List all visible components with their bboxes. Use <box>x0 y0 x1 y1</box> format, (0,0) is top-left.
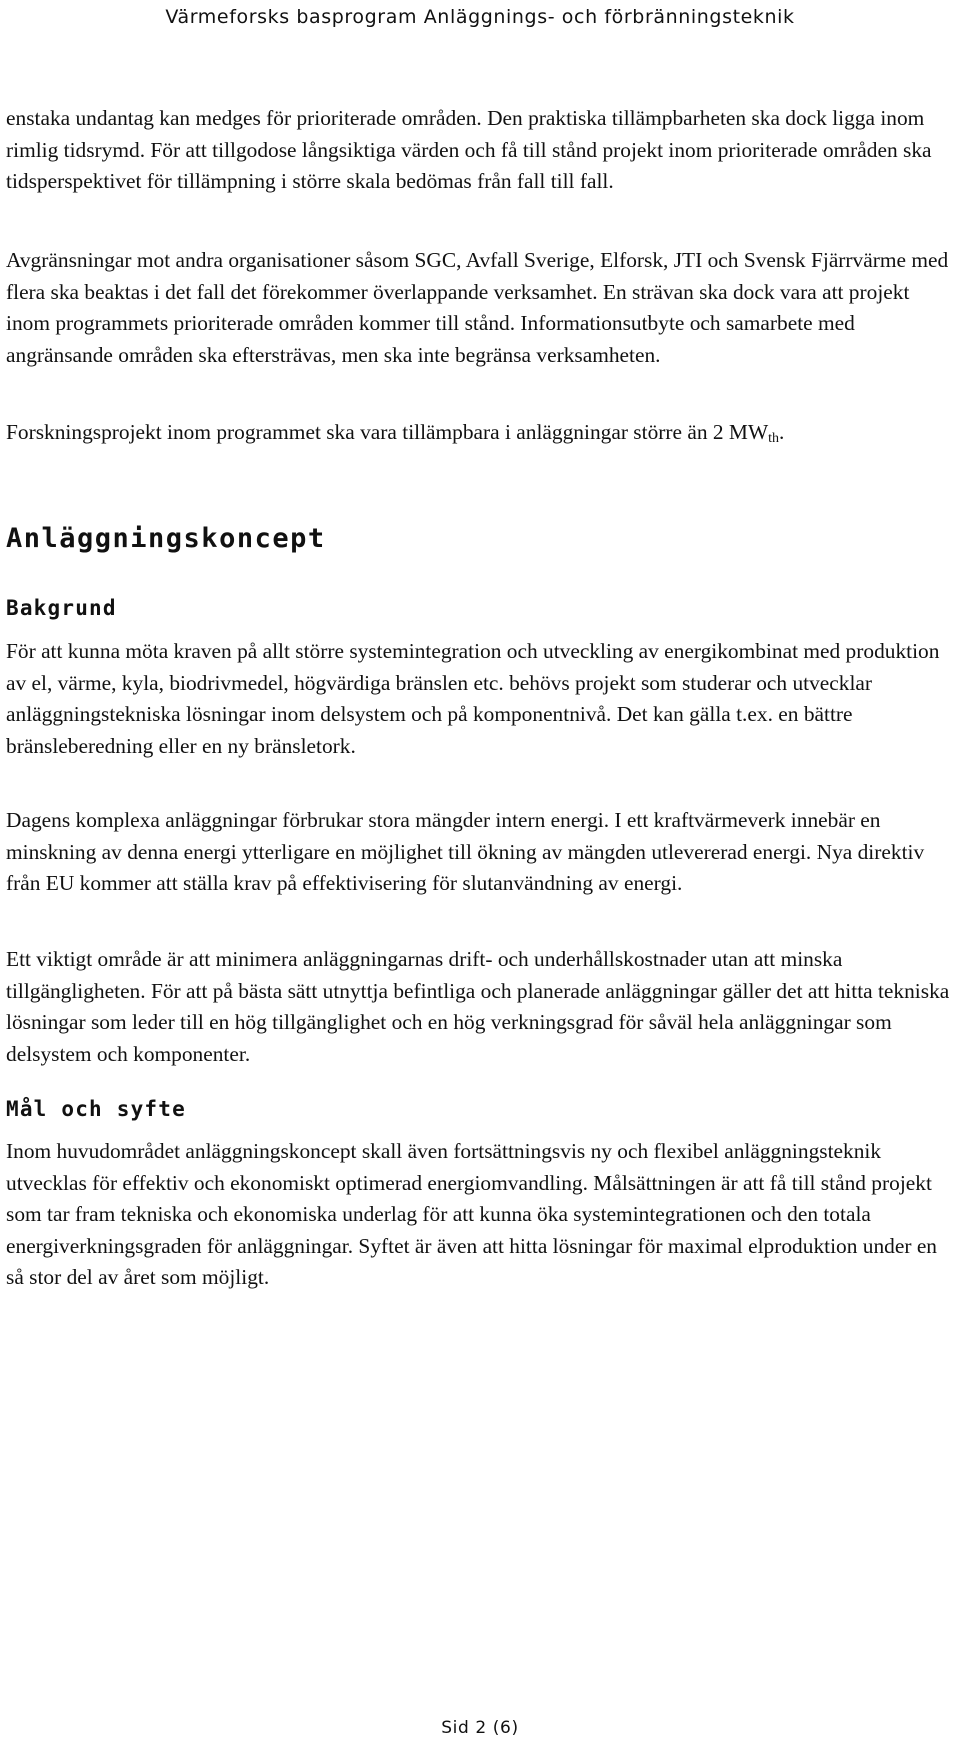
paragraph-background-integration: För att kunna möta kraven på allt större systemintegration och utveckling av energikombinat med produktion av el, värme, kyla, biodrivmedel, högvärdiga bränslen etc. behövs projekt som studerar och utvecklar anläggningstekniska lösningar inom delsystem och på komponentnivå. Det kan gälla t.ex. en bättre bränsleberedning eller en ny bränsletork. <box>6 639 940 758</box>
paragraph-delimitations: Avgränsningar mot andra organisationer såsom SGC, Avfall Sverige, Elforsk, JTI och Svensk Fjärrvärme med flera ska beaktas i det fall det förekommer överlappande verksamhet. En strävan ska dock vara att projekt inom programmets prioriterade områden kommer till stånd. Informationsutbyte och samarbete med angränsande områden ska eftersträvas, men ska inte begränsa verksamheten. <box>6 248 949 367</box>
paragraph-applicability <box>6 417 956 449</box>
applicability-text: Forskningsprojekt inom programmet ska vara tillämpbara i anläggningar större än 2 MW <box>6 420 769 444</box>
applicability-end: . <box>779 420 785 444</box>
subsection-heading-mal-och-syfte: Mål och syfte <box>6 1097 186 1121</box>
page-number-footer: Sid 2 (6) <box>441 1718 519 1738</box>
section-heading-anlaggningskoncept: Anläggningskoncept <box>6 523 326 554</box>
subsection-heading-bakgrund: Bakgrund <box>6 596 117 620</box>
paragraph-goals: Inom huvudområdet anläggningskoncept skall även fortsättningsvis ny och flexibel anläggningsteknik utvecklas för effektiv och ekonomiskt optimerad energiomvandling. Målsättningen är att få till stånd projekt som tar fram tekniska och ekonomiska underlag för att kunna öka systemintegrationen och den totala energiverkningsgraden för anläggningar. Syftet är även att hitta lösningar för maximal elproduktion under en så stor del av året som möjligt. <box>6 1139 938 1290</box>
running-header: Värmeforsks basprogram Anläggnings- och förbränningsteknik <box>165 6 795 28</box>
paragraph-priority-areas: enstaka undantag kan medges för prioriterade områden. Den praktiska tillämpbarheten ska dock ligga inom rimlig tidsrymd. För att tillgodose långsiktiga värden och få till stånd projekt inom prioriterade områden ska tidsperspektivet för tillämpning i större skala bedömas från fall till fall. <box>6 106 932 194</box>
unit-subscript: th <box>768 431 780 446</box>
paragraph-internal-energy: Dagens komplexa anläggningar förbrukar stora mängder intern energi. I ett kraftvärmeverk innebär en minskning av denna energi ytterligare en möjlighet till ökning av mängden utlevererad energi. Nya direktiv från EU kommer att ställa krav på effektivisering för slutanvändning av energi. <box>6 808 925 896</box>
paragraph-availability: Ett viktigt område är att minimera anläggningarnas drift- och underhållskostnader utan att minska tillgängligheten. För att på bästa sätt utnyttja befintliga och planerade anläggningar gäller det att hitta tekniska lösningar som leder till en hög tillgänglighet och en hög verkningsgrad för såväl hela anläggningar som delsystem och komponenter. <box>6 947 950 1066</box>
